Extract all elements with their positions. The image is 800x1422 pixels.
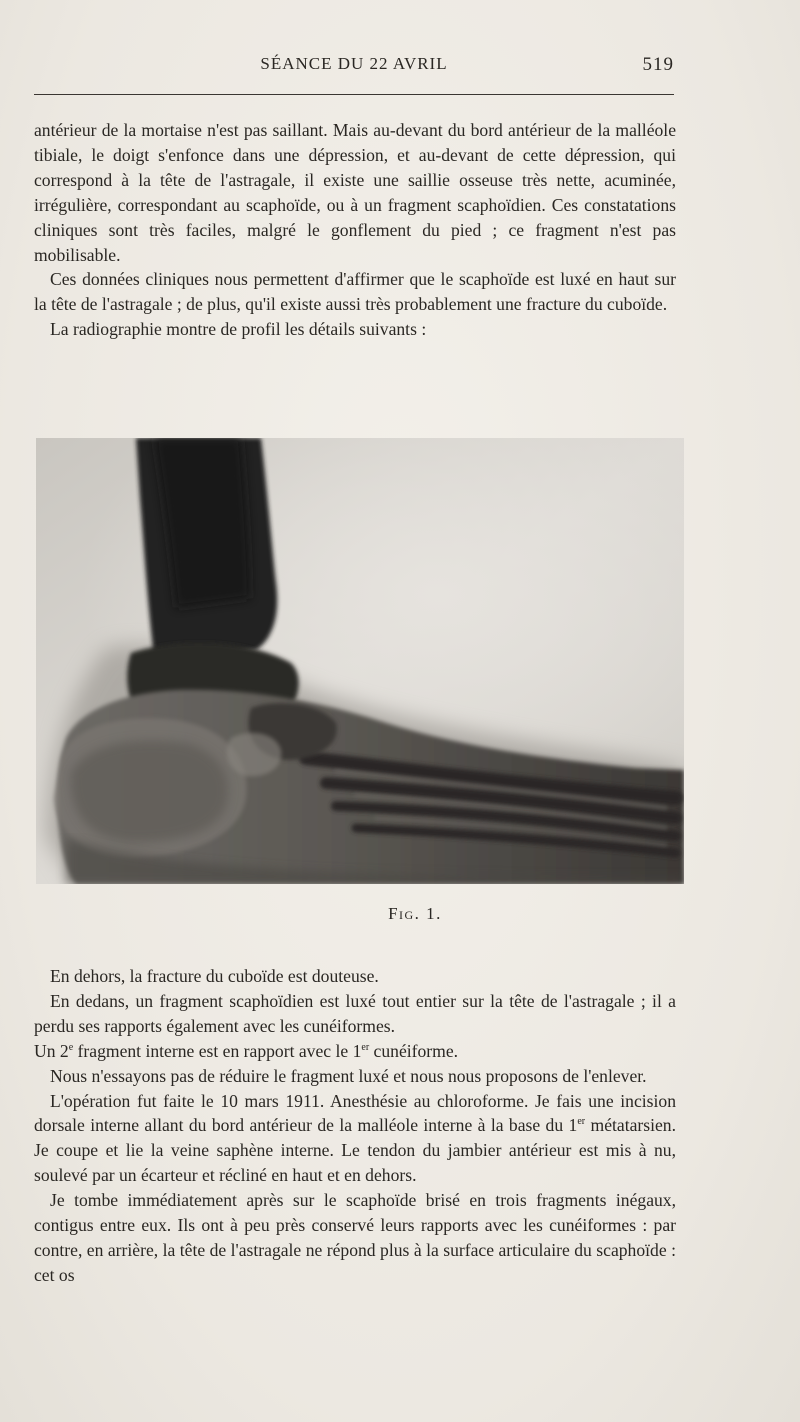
paragraph: En dehors, la fracture du cuboïde est douteuse.: [50, 966, 379, 986]
paragraph: antérieur de la mortaise n'est pas saillant. Mais au-devant du bord antérieur de la malléole tibiale, le doigt s'enfonce dans une dépression, et au-devant de cette dépression, qui correspond à la tête de l'astragale, il existe une saillie osseuse très nette, acuminée, irrégulière, correspondant au scaphoïde, ou à un fragment scaphoïdien. Ces constatations cliniques sont très faciles, malgré le gonflement du pied ; ce fragment n'est pas mobilisable.: [34, 120, 676, 265]
figure-caption: [0, 904, 800, 924]
text-run: cunéiforme.: [369, 1040, 459, 1061]
radiograph-image: [36, 438, 684, 884]
superscript: er: [577, 1116, 586, 1128]
superscript: e: [68, 1041, 74, 1053]
paragraph: Ces données cliniques nous permettent d'affirmer que le scaphoïde est luxé en haut sur la tête de l'astragale ; de plus, qu'il existe aussi très probablement une fracture du cuboïde.: [34, 269, 676, 315]
paragraph: Nous n'essayons pas de réduire le fragment luxé et nous nous proposons de l'enlever.: [50, 1065, 647, 1086]
text-block-bottom: [34, 964, 676, 1288]
paragraph: En dedans, un fragment scaphoïdien est luxé tout entier sur la tête de l'astragale ; il a perdu ses rapports également avec les cunéiformes.: [34, 990, 676, 1036]
running-title: SÉANCE DU 22 AVRIL: [260, 54, 448, 73]
paragraph: Je tombe immédiatement après sur le scaphoïde brisé en trois fragments inégaux, contigus entre eux. Ils ont à peu près conservé leurs rapports avec les cunéiformes : par contre, en arrière, la tête de l'astragale ne répond plus à la surface articulaire du scaphoïde : cet os: [34, 1190, 676, 1285]
figure-caption-text: Fig. 1.: [388, 904, 442, 923]
superscript: er: [361, 1041, 370, 1053]
text-run: L'opération fut faite le 10 mars 1911. Anesthésie au chloroforme. Je fais une incision dorsale interne allant du bord antérieur de la malléole interne à la base du 1: [34, 1090, 676, 1136]
page-number: 519: [642, 54, 674, 75]
text-run: Un 2: [34, 1040, 69, 1061]
paragraph: [34, 1039, 676, 1064]
text-block-top: [34, 118, 676, 342]
text-run: métatarsien. Je coupe et lie la veine saphène interne. Le tendon du jambier antérieur est mis à nu, soulevé par un écarteur et récliné en haut et en dehors.: [34, 1115, 676, 1186]
paragraph: [34, 1089, 676, 1189]
header-rule: [34, 94, 674, 95]
paragraph: La radiographie montre de profil les détails suivants :: [50, 319, 427, 340]
running-head: [34, 50, 674, 80]
text-run: fragment interne est en rapport avec le 1: [73, 1040, 362, 1061]
radiograph-figure: [36, 438, 684, 884]
